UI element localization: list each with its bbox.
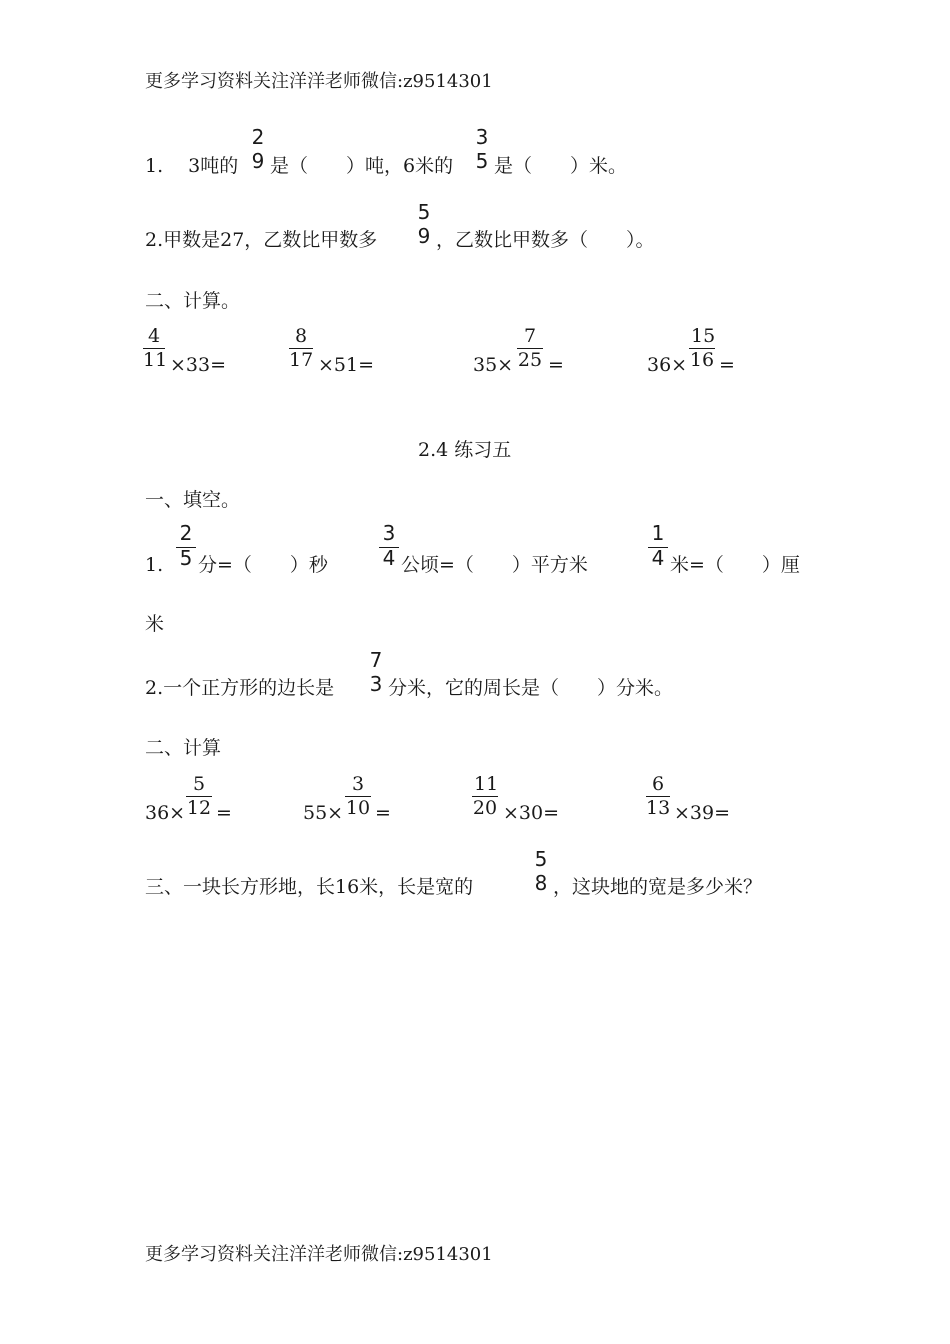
denominator: 13 bbox=[646, 797, 671, 819]
question-1-text-b: 公顷=（ ）平方米 bbox=[401, 554, 588, 576]
numerator: 15 bbox=[691, 325, 716, 347]
denominator: 10 bbox=[345, 797, 371, 819]
numerator: 8 bbox=[289, 327, 313, 349]
question-1-wrap: 米 bbox=[145, 613, 165, 635]
question-2-text-b: ，乙数比甲数多（ ）。 bbox=[436, 229, 655, 251]
question-1-text-a: 分=（ ）秒 bbox=[198, 554, 328, 576]
denominator: 5 bbox=[179, 546, 193, 570]
denominator: 8 bbox=[534, 871, 548, 895]
fraction bbox=[472, 775, 498, 818]
question-1-text-c: 米=（ ）厘 bbox=[670, 554, 800, 576]
calc-tail: = bbox=[216, 802, 232, 824]
question-1-text-a: 1. 3吨的 bbox=[145, 155, 239, 177]
page-header: 更多学习资料关注洋洋老师微信:z9514301 bbox=[145, 71, 493, 92]
calc-heading: 二、计算 bbox=[145, 737, 222, 759]
fraction bbox=[248, 127, 268, 171]
question-3-text-a: 三、一块长方形地，长16米，长是宽的 bbox=[145, 876, 474, 898]
fraction bbox=[366, 650, 386, 694]
denominator: 16 bbox=[689, 349, 715, 371]
calc-lead: 35× bbox=[473, 354, 514, 376]
denominator: 12 bbox=[186, 797, 212, 819]
fraction bbox=[289, 327, 313, 370]
fraction bbox=[414, 202, 434, 246]
denominator: 3 bbox=[369, 672, 383, 696]
numerator: 11 bbox=[474, 773, 499, 795]
numerator: 7 bbox=[517, 327, 543, 349]
numerator: 3 bbox=[379, 523, 399, 548]
question-1-text-c: 是（ ）米。 bbox=[494, 155, 628, 177]
fill-heading: 一、填空。 bbox=[145, 489, 241, 511]
denominator: 4 bbox=[382, 546, 396, 570]
numerator: 6 bbox=[646, 775, 670, 797]
calc-tail: ×30= bbox=[503, 802, 560, 824]
numerator: 2 bbox=[251, 125, 265, 149]
calc-tail: ×33= bbox=[170, 354, 227, 376]
calc-lead: 55× bbox=[303, 802, 344, 824]
fraction bbox=[646, 775, 670, 818]
section-title: 2.4 练习五 bbox=[418, 439, 512, 461]
fraction bbox=[345, 775, 371, 818]
denominator: 5 bbox=[475, 149, 489, 173]
calc-lead: 36× bbox=[145, 802, 186, 824]
fraction bbox=[472, 127, 492, 171]
numerator: 4 bbox=[143, 327, 165, 349]
fraction bbox=[379, 523, 399, 568]
calc-tail: = bbox=[719, 354, 735, 376]
numerator: 2 bbox=[176, 523, 196, 548]
denominator: 25 bbox=[517, 349, 543, 371]
denominator: 9 bbox=[417, 224, 431, 248]
fraction bbox=[176, 523, 196, 568]
denominator: 17 bbox=[289, 349, 314, 371]
calc-tail: ×51= bbox=[318, 354, 375, 376]
fraction bbox=[689, 327, 715, 370]
question-2-text-a: 2.甲数是27，乙数比甲数多 bbox=[145, 229, 378, 251]
question-1-number: 1. bbox=[145, 554, 164, 576]
question-2-text-b: 分米，它的周长是（ ）分米。 bbox=[388, 677, 674, 699]
calc-tail: ×39= bbox=[674, 802, 731, 824]
denominator: 11 bbox=[143, 349, 168, 371]
fraction bbox=[648, 523, 668, 568]
fraction bbox=[143, 325, 168, 371]
numerator: 3 bbox=[475, 125, 489, 149]
numerator: 7 bbox=[369, 648, 383, 672]
numerator: 5 bbox=[417, 200, 431, 224]
denominator: 4 bbox=[651, 546, 665, 570]
calc-heading: 二、计算。 bbox=[145, 290, 241, 312]
fraction bbox=[186, 775, 212, 818]
denominator: 20 bbox=[472, 797, 498, 819]
calc-tail: = bbox=[375, 802, 391, 824]
fraction bbox=[517, 327, 543, 370]
calc-tail: = bbox=[548, 354, 564, 376]
question-2-text-a: 2.一个正方形的边长是 bbox=[145, 677, 335, 699]
fraction bbox=[531, 849, 551, 893]
question-1-text-b: 是（ ）吨，6米的 bbox=[270, 155, 454, 177]
numerator: 3 bbox=[345, 775, 371, 797]
numerator: 1 bbox=[648, 523, 668, 548]
question-3-text-b: ，这块地的宽是多少米？ bbox=[553, 876, 763, 898]
numerator: 5 bbox=[186, 775, 212, 797]
numerator: 5 bbox=[534, 847, 548, 871]
calc-lead: 36× bbox=[647, 354, 688, 376]
page-footer: 更多学习资料关注洋洋老师微信:z9514301 bbox=[145, 1244, 493, 1265]
denominator: 9 bbox=[251, 149, 265, 173]
